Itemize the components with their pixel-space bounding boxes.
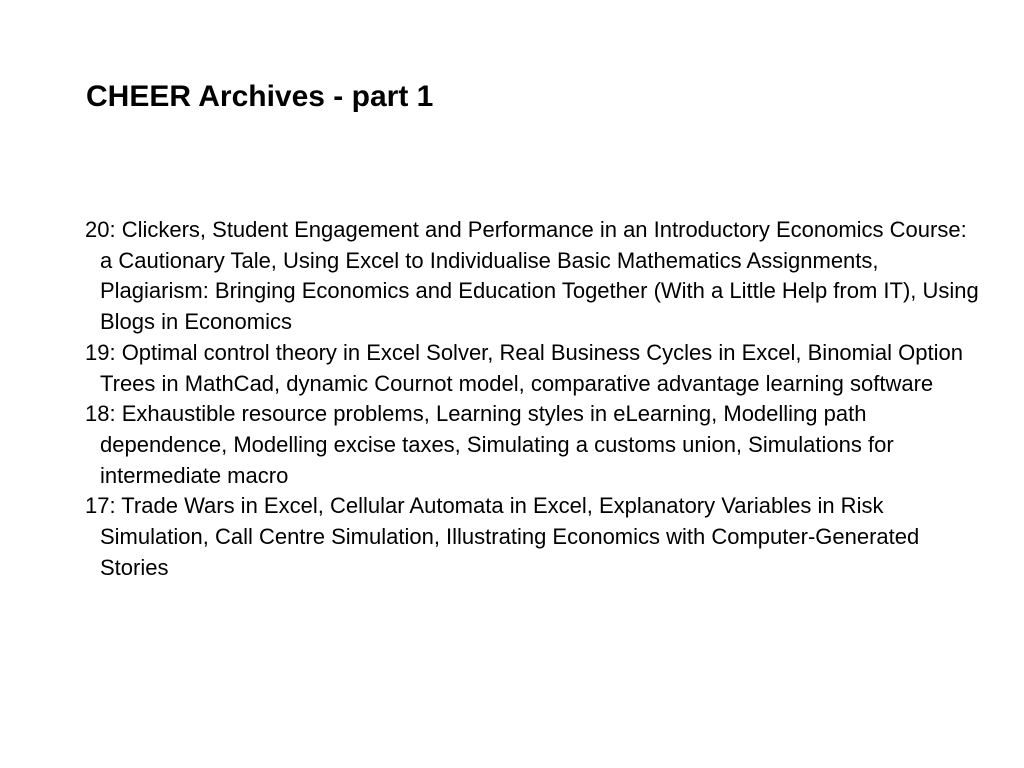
- archive-entry-20: 20: Clickers, Student Engagement and Performance in an Introductory Economics Course: a Cautionary Tale, Using Excel to Individualise Basic Mathematics Assignments, Plagiarism: Bringing Economics and Education Together (With a Little Help from IT), Using Blogs in Economics: [85, 217, 979, 335]
- archive-entry-18: 18: Exhaustible resource problems, Learning styles in eLearning, Modelling path dependence, Modelling excise taxes, Simulating a customs union, Simulations for intermediate macro: [85, 401, 894, 488]
- archive-list: [85, 215, 985, 583]
- page-title: CHEER Archives - part 1: [86, 80, 434, 113]
- archive-entry-17: 17: Trade Wars in Excel, Cellular Automata in Excel, Explanatory Variables in Risk Simulation, Call Centre Simulation, Illustrating Economics with Computer-Generated Stories: [85, 493, 920, 580]
- archive-entry-19: 19: Optimal control theory in Excel Solver, Real Business Cycles in Excel, Binomial Option Trees in MathCad, dynamic Cournot model, comparative advantage learning software: [85, 339, 963, 396]
